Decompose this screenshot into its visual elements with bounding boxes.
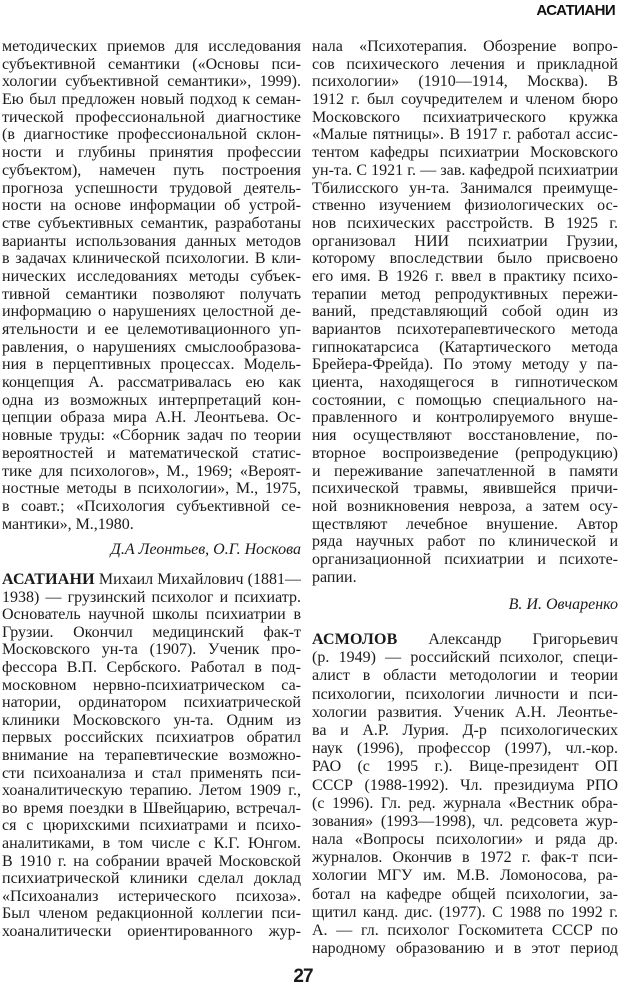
text-line: А. — гл. психолог Госкомитета СССР по [312, 922, 618, 939]
text-line: одна из возможных интерпретаций кон- [2, 391, 301, 409]
text-line: равления, о нарушениях смыслообразова- [2, 338, 301, 356]
text-line: в задачах клинической психологии. В кли- [2, 250, 301, 268]
text-line: нических исследованиях методы субъек- [2, 267, 301, 285]
text-line: Был членом редакционной коллегии пси- [2, 905, 301, 923]
text-line: тивной семантики позволяют получать [2, 285, 301, 303]
text-line: ряда научных работ по клинической и [312, 533, 618, 551]
text-line: внимание на терапевтические возможно- [2, 746, 301, 764]
text-line: концепция А. рассматривалась ею как [2, 374, 301, 392]
text-line: народному образованию и в этот период [312, 940, 618, 958]
text-line: 1938) — грузинский психолог и психиатр. [2, 588, 301, 606]
entry-asatiani [2, 571, 301, 940]
text-line: (в диагностике профессиональной склон- [2, 126, 301, 144]
entry-headword: АСМОЛОВ [312, 631, 398, 648]
text-line: субъектом), намечен путь построения [2, 161, 301, 179]
text-line: которому впоследствии было присвоено [312, 250, 618, 268]
text-line: щитил канд. дис. (1977). С 1988 по 1992 г. [312, 903, 618, 921]
text-line: первых российских психиатров обратил [2, 729, 301, 747]
text-line: методических приемов для исследования [2, 38, 301, 55]
text-line: правленного и контролируемого внуше- [312, 409, 618, 427]
text-line: нов психических расстройств. В 1925 г. [312, 214, 618, 232]
text-line: Брейера-Фрейда). По этому методу у па- [312, 356, 618, 374]
text-line: московном нервно-психиатрическом са- [2, 676, 301, 694]
text-line: цепции образа мира А.Н. Леонтьева. Ос- [2, 409, 301, 427]
text-line: гипнокатарсиса (Катартического метода [312, 338, 618, 356]
text-line: натории, ординатором психиатрической [2, 694, 301, 712]
text-line: Московского психиатрического кружка [312, 108, 618, 126]
text-line: «Малые пятницы». В 1917 г. работал ассис- [312, 126, 618, 144]
text-line: субъективной семантики («Основы пси- [2, 55, 301, 73]
left-author-signature: Д.А Леонтьев, О.Г. Носкова [110, 541, 301, 558]
text-line: РАО (с 1995 г.). Вице-президент ОП [312, 758, 618, 776]
text-line: прогноза успешности трудовой деятель- [2, 179, 301, 197]
text-line: ваний, представляющий собой один из [312, 303, 618, 321]
text-line: ществляют лечебное внушение. Автор [312, 515, 618, 533]
left-continuation-text [2, 38, 301, 533]
entry-headword: АСАТИАНИ [2, 571, 95, 588]
text-line: Тбилисского ун-та. Занимался преимуще- [312, 179, 618, 197]
text-line: сов психического лечения и прикладной [312, 55, 618, 73]
text-line: ния осуществляют восстановление, по- [312, 427, 618, 445]
running-head: АСАТИАНИ [536, 2, 615, 19]
text-line: ся с цюрихскими психиатрами и психо- [2, 817, 301, 835]
text-line: мантики», М.,1980. [2, 515, 134, 533]
text-line: новные труды: «Сборник задач по теории [2, 427, 301, 445]
text-line: ятельности и ее целемотивационного уп- [2, 321, 301, 338]
text-line: и переживание запечатленной в памяти [312, 462, 618, 480]
text-line: наук (1996), профессор (1997), чл.-кор. [312, 740, 618, 758]
text-line: варианты использования данных методов [2, 232, 301, 250]
text-line [312, 631, 618, 649]
text-line: хологии МГУ им. М.В. Ломоносова, ра- [312, 867, 618, 885]
text-line: алист в области методологии и теории [312, 667, 618, 685]
text-line: в соавт.; «Психология субъективной се- [2, 497, 301, 515]
text-line: Московского ун-та (1907). Ученик про- [2, 641, 301, 659]
text-line: ва и А.Р. Лурия. Д-р психологических [312, 721, 618, 739]
text-line: психиатрической клиники сделал доклад [2, 870, 301, 888]
text-line: ун-та. С 1921 г. — зав. кафедрой психиатрии [312, 161, 618, 179]
text-line: «Психоанализ истерического психоза». [2, 887, 301, 905]
text-line: Ею был предложен новый подход к семан- [2, 91, 301, 109]
text-line: организационной психиатрии и психоте- [312, 550, 618, 568]
right-continuation-text [312, 38, 618, 586]
text-line: тентом кафедры психиатрии Московского [312, 144, 618, 162]
text-line: его имя. В 1926 г. ввел в практику психо- [312, 267, 618, 285]
text-line: хологии субъективной семантики», 1999). [2, 73, 301, 91]
text-line: циента, находящегося в гипнотическом [312, 374, 618, 392]
text-line: психической травмы, явившейся причи- [312, 480, 618, 498]
text-line: терапии метод репродуктивных пережи- [312, 285, 618, 303]
text-line: вероятностей и математической статис- [2, 444, 301, 462]
text-line: вторное воспроизведение (репродукцию) [312, 444, 618, 462]
page-number: 27 [293, 966, 313, 987]
text-line: психологии, психологии личности и пси- [312, 685, 618, 703]
entry-asmolov [312, 631, 618, 958]
text-line: сти психоанализа и стал применять пси- [2, 764, 301, 782]
text-line: нала «Вопросы психологии» и ряда др. [312, 831, 618, 849]
text-line: хологии развития. Ученик А.Н. Леонтье- [312, 703, 618, 721]
text-line: зования» (1993—1998), чл. редсовета жур- [312, 812, 618, 830]
text-line: Грузии. Окончил медицинский фак-т [2, 623, 301, 641]
text-line: организовал НИИ психиатрии Грузии, [312, 232, 618, 250]
text-line: фессора В.П. Сербского. Работал в под- [2, 658, 301, 676]
text-line: тике для психологов», М., 1969; «Вероят- [2, 462, 301, 480]
text-line: нала «Психотерапия. Обозрение вопро- [312, 38, 618, 55]
text-line: В 1910 г. на собрании врачей Московской [2, 852, 301, 870]
text-line: ностные методы в психологии», М., 1975, [2, 480, 301, 498]
text-line: ботал на кафедре общей психологии, за- [312, 885, 618, 903]
text-line: информацию о нарушениях целостной де- [2, 303, 301, 321]
text-line: рапии. [312, 568, 357, 586]
text-line: состоянии, с помощью специального на- [312, 391, 618, 409]
text-line: тической профессиональной диагностике [2, 108, 301, 126]
text-line: ности и глубины принятия профессии [2, 144, 301, 162]
text-line: ной возникновения невроза, а затем осу- [312, 497, 618, 515]
text-line: журналов. Окончив в 1972 г. фак-т пси- [312, 849, 618, 867]
text-line: психологии» (1910—1914, Москва). В [312, 73, 618, 91]
text-line: Основатель научной школы психиатрии в [2, 606, 301, 624]
text-line: во время поездки в Швейцарию, встречал- [2, 799, 301, 817]
text-line: ния в перцептивных процессах. Модель- [2, 356, 301, 374]
text-line: ственно изучением физиологических ос- [312, 197, 618, 215]
text-line: (с 1996). Гл. ред. журнала «Вестник обра- [312, 794, 618, 812]
entry-first-line: Михаил Михайлович (1881— [94, 571, 301, 588]
text-line: вариантов психотерапевтического метода [312, 321, 618, 338]
text-line: аналитиками, в том числе с К.Г. Юнгом. [2, 834, 301, 852]
text-line [2, 571, 301, 589]
text-line: стве субъективных семантик, разработаны [2, 214, 301, 232]
text-line: ности на основе информации об устрой- [2, 197, 301, 215]
text-line: (р. 1949) — российский психолог, специ- [312, 649, 618, 667]
text-line: клиники Московского ун-та. Одним из [2, 711, 301, 729]
text-line: СССР (1988-1992). Чл. президиума РПО [312, 776, 618, 794]
text-line: хоаналитически ориентированного жур- [2, 922, 301, 940]
right-author-signature: В. И. Овчаренко [508, 596, 618, 613]
text-line: 1912 г. был соучредителем и членом бюро [312, 91, 618, 109]
text-line: хоаналитическую терапию. Летом 1909 г., [2, 782, 301, 800]
entry-first-line: Александр Григорьевич [397, 631, 618, 648]
